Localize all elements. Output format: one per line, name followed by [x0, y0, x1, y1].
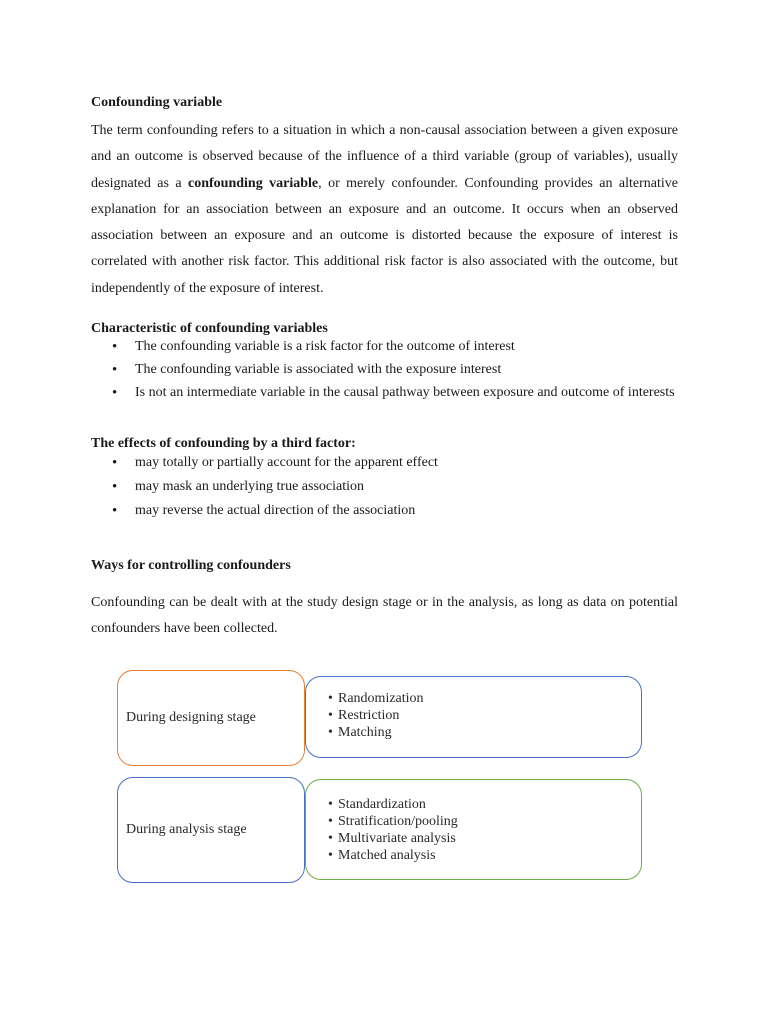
intro-paragraph [91, 118, 678, 302]
effect-item: • may mask an underlying true association [91, 478, 678, 496]
effect-item: • may reverse the actual direction of the association [91, 502, 678, 520]
analysis-stage-box [117, 777, 305, 883]
intro-text-after: , or merely confounder. Confounding provides an alternative explanation for an association between an exposure and an outcome. It occurs when an observed association between an exposure and an outcome is distorted because the exposure of interest is correlated with another risk factor. This additional risk factor is also associated with the outcome, but independently of the exposure of interest. [91, 175, 678, 296]
section-title-controlling: Ways for controlling confounders [91, 558, 291, 573]
analysis-method-item: • Stratification/pooling [328, 813, 458, 830]
design-methods-list [328, 690, 424, 741]
controlling-paragraph: Confounding can be dealt with at the study design stage or in the analysis, as long as data on potential confounders have been collected. [91, 595, 678, 637]
analysis-method-item: • Standardization [328, 796, 458, 813]
intro-bold-term: confounding variable [188, 175, 319, 191]
section-title-effects: The effects of confounding by a third factor: [91, 436, 356, 451]
design-method-item: • Restriction [328, 707, 424, 724]
effects-list [91, 454, 678, 520]
design-methods-box [305, 676, 642, 758]
characteristic-item: • The confounding variable is a risk factor for the outcome of interest [91, 338, 678, 356]
analysis-method-item: • Multivariate analysis [328, 830, 458, 847]
intro-text-before: The term confounding refers to a situation in which a non-causal association between a given exposure and an outcome is observed because of the influence of a third variable (group of variables), usually designated as a [91, 123, 678, 191]
section-title-characteristics: Characteristic of confounding variables [91, 321, 328, 336]
characteristic-item: • Is not an intermediate variable in the causal pathway between exposure and outcome of interests [91, 384, 678, 402]
effect-item: • may totally or partially account for the apparent effect [91, 454, 678, 472]
design-stage-box [117, 670, 305, 766]
analysis-methods-list [328, 796, 458, 864]
design-method-item: • Matching [328, 724, 424, 741]
characteristic-item: • The confounding variable is associated with the exposure interest [91, 361, 678, 379]
design-method-item: • Randomization [328, 690, 424, 707]
characteristics-list [91, 338, 678, 402]
section-title-confounding-variable: Confounding variable [91, 95, 223, 110]
analysis-stage-label: During analysis stage [126, 822, 247, 837]
analysis-method-item: • Matched analysis [328, 847, 458, 864]
analysis-methods-box [305, 779, 642, 880]
design-stage-label: During designing stage [126, 710, 256, 725]
